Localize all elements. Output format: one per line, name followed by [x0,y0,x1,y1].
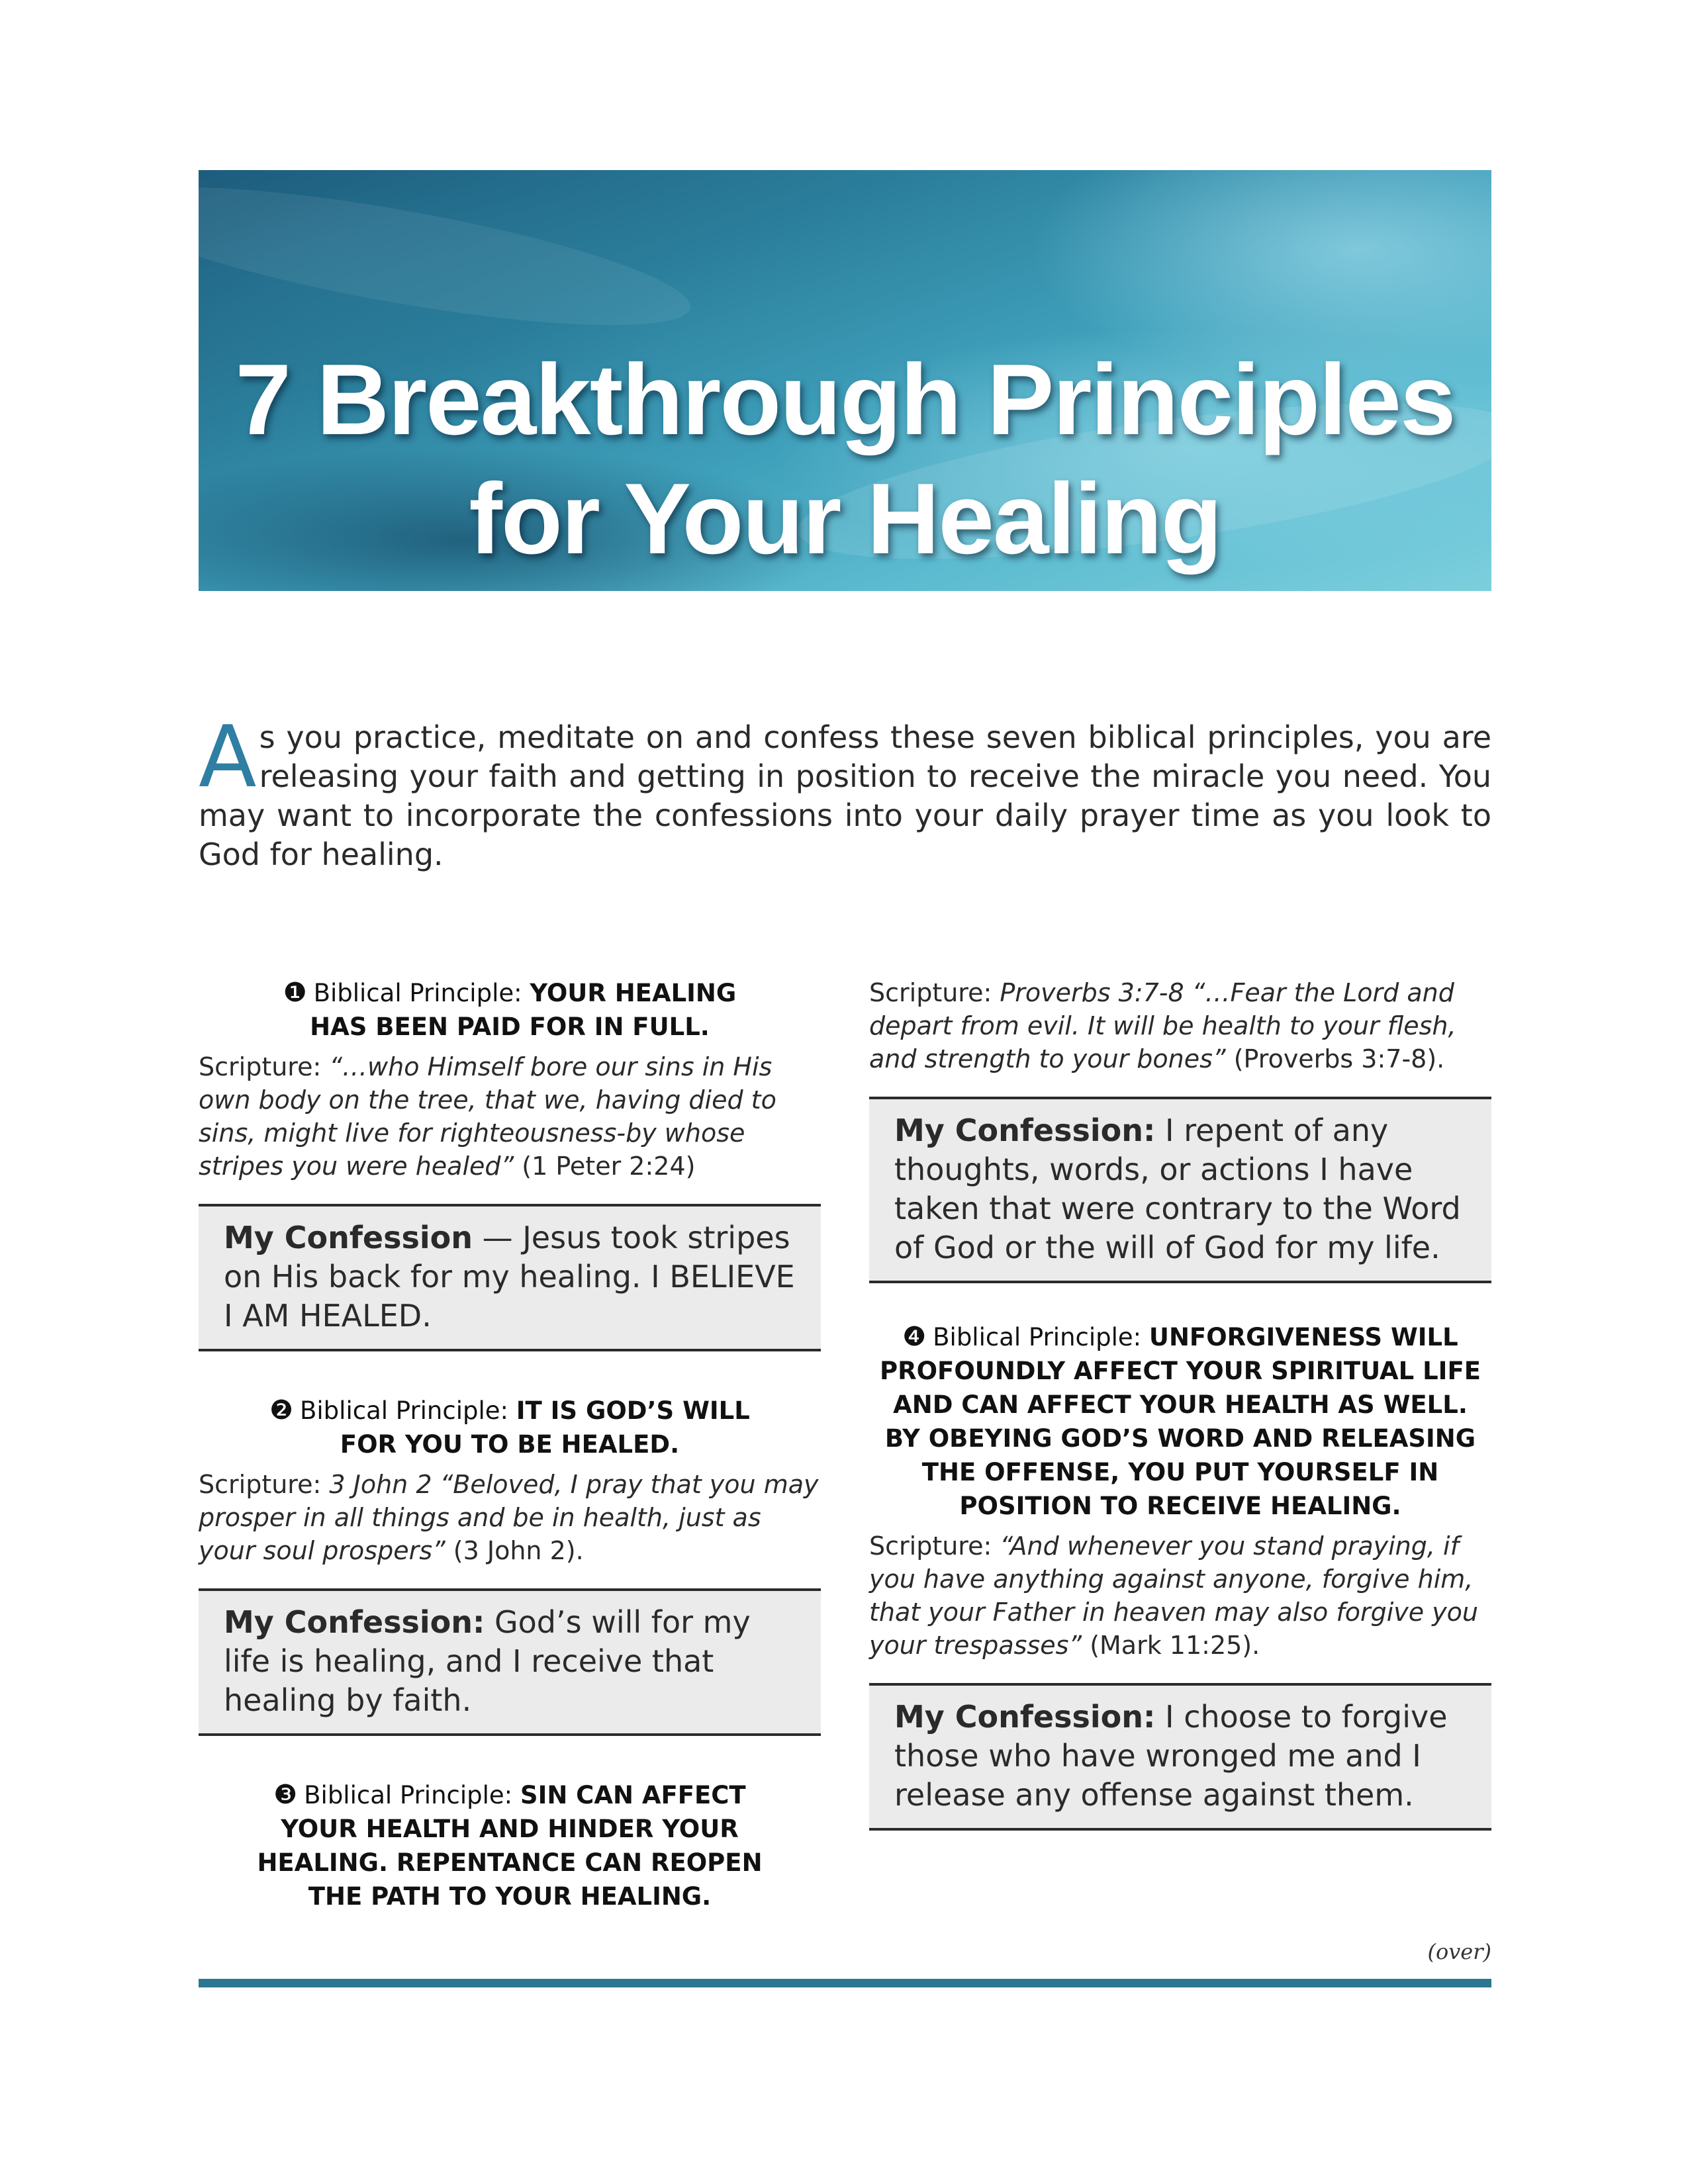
scripture-quote: Proverbs 3:7-8 “…Fear the Lord and depart from evil. It will be health to your flesh, and strength to your bones” [869,978,1456,1073]
intro-paragraph [199,708,1491,874]
scripture [869,976,1491,1075]
confession-text: I choose to forgive those who have wronged me and I release any offense against them. [894,1699,1448,1813]
scripture-quote: 3 John 2 “Beloved, I pray that you may prosper in all things and be in health, just as your soul prospers” [199,1470,819,1565]
page-title-line-2: for Your Healing [469,462,1221,575]
confession-heading: My Confession: [894,1113,1156,1148]
principle-label: Biblical Principle: [313,979,522,1007]
principle-label: Biblical Principle: [300,1396,509,1425]
right-column [869,976,1491,1831]
confession-box [869,1097,1491,1283]
principle-block-3 [199,1778,821,1913]
drop-cap: A [199,708,257,807]
principle-heading [869,1320,1491,1523]
scripture-reference: (1 Peter 2:24) [522,1152,696,1181]
principle-text: UNFORGIVENESS WILL PROFOUNDLY AFFECT YOUR SPIRITUAL LIFE AND CAN AFFECT YOUR HEALTH AS WELL. BY OBEYING GOD’S WORD AND RELEASING THE OFFENSE, YOU PUT YOURSELF IN POSITION TO RECEIVE HEALING. [880,1323,1481,1520]
principle-text: IT IS GOD’S WILL FOR YOU TO BE HEALED. [340,1396,750,1459]
scripture-label: Scripture: [199,1470,322,1499]
scripture-quote: “And whenever you stand praying, if you have anything against anyone, forgive him, that your Father in heaven may also forgive you your trespasses” [869,1531,1479,1660]
scripture-reference: (3 John 2). [453,1536,584,1565]
number-2-icon: ❷ [269,1395,294,1426]
scripture-label: Scripture: [869,1531,992,1561]
confession-heading: My Confession: [224,1604,485,1640]
number-1-icon: ❶ [283,978,307,1008]
scripture [869,1529,1491,1662]
scripture-reference: (Mark 11:25). [1090,1631,1260,1660]
principle-label: Biblical Principle: [304,1781,513,1809]
confession-text: God’s will for my life is healing, and I receive that healing by faith. [224,1604,751,1718]
scripture-quote: “…who Himself bore our sins in His own body on the tree, that we, having died to sins, might live for righteousness-by whose stripes you were healed” [199,1052,776,1181]
scripture [199,1050,821,1183]
number-3-icon: ❸ [273,1780,298,1810]
over-label: (over) [1427,1939,1491,1964]
scripture [199,1468,821,1567]
principle-block-3-continued [869,976,1491,1283]
principle-label: Biblical Principle: [933,1323,1142,1351]
scripture-reference: (Proverbs 3:7-8). [1233,1044,1445,1073]
principle-block-1 [199,976,821,1351]
footer-rule [199,1979,1491,1987]
principle-heading [199,1394,821,1461]
confession-heading: My Confession: [894,1699,1156,1735]
number-4-icon: ❹ [902,1322,927,1352]
confession-box [199,1204,821,1351]
page-title [199,340,1491,578]
intro-text: s you practice, meditate on and confess these seven biblical principles, you are releasing your faith and getting in position to receive the miracle you need. You may want to incorporate the confessions into your daily prayer time as you look to God for healing. [199,719,1491,872]
left-column [199,976,821,1913]
principle-text: YOUR HEALING HAS BEEN PAID FOR IN FULL. [310,979,737,1041]
confession-box [869,1683,1491,1831]
banner-fabric-highlight [199,170,698,353]
principle-text: SIN CAN AFFECT YOUR HEALTH AND HINDER YOUR HEALING. REPENTANCE CAN REOPEN THE PATH TO YOUR HEALING. [257,1781,763,1911]
principle-heading [199,1778,821,1913]
scripture-label: Scripture: [199,1052,322,1081]
confession-text: — Jesus took stripes on His back for my healing. I BELIEVE I AM HEALED. [224,1220,795,1334]
confession-heading: My Confession [224,1220,473,1255]
confession-box [199,1588,821,1736]
principle-heading [199,976,821,1044]
confession-text: I repent of any thoughts, words, or actions I have taken that were contrary to the Word of God or the will of God for my life. [894,1113,1461,1265]
scripture-label: Scripture: [869,978,992,1007]
principle-block-2 [199,1394,821,1736]
title-banner [199,170,1491,591]
principle-block-4 [869,1320,1491,1831]
page-title-line-1: 7 Breakthrough Principles [235,343,1455,456]
